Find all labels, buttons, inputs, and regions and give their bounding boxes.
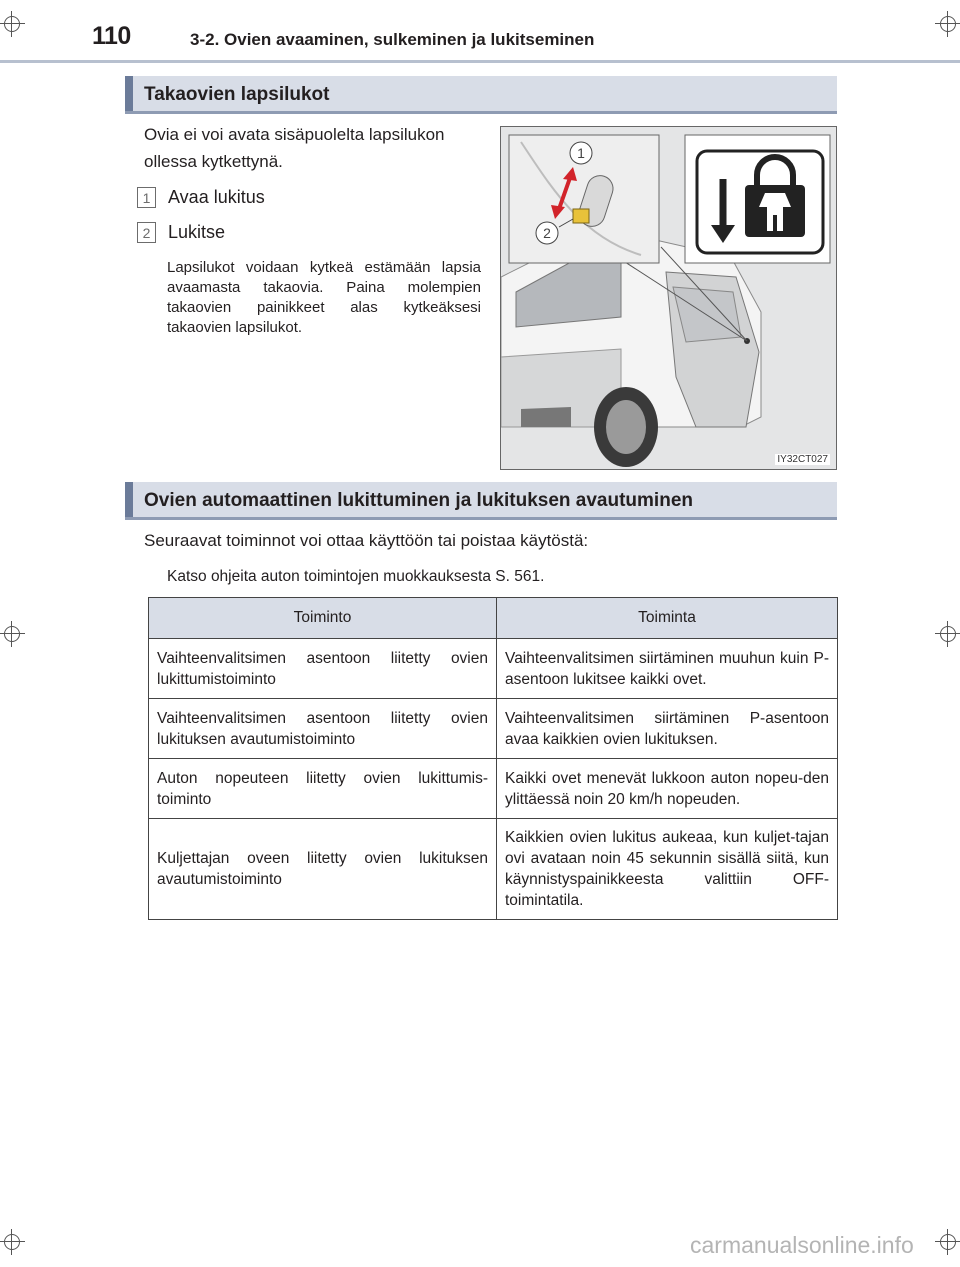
item-number-2: 2	[137, 222, 156, 243]
table-cell: Vaihteenvalitsimen asentoon liitetty ovien lukituksen avautumistoiminto	[149, 699, 497, 759]
section-heading-auto-lock	[125, 482, 837, 520]
column-header-function: Toiminto	[149, 598, 497, 639]
table-row	[149, 639, 838, 699]
watermark: carmanualsonline.info	[690, 1232, 914, 1258]
item-label-lock: Lukitse	[168, 222, 226, 242]
section-title: Takaovien lapsilukot	[144, 84, 330, 105]
registration-mark	[0, 11, 25, 37]
table-cell: Auton nopeuteen liitetty ovien lukittumis-toiminto	[149, 759, 497, 819]
section-heading-child-locks	[125, 76, 837, 114]
table-cell: Kaikkien ovien lukitus aukeaa, kun kuljet-tajan ovi avataan noin 45 sekunnin sisällä siitä, kun käynnistyspainikkeesta valittiin OFF-toimintatila.	[497, 819, 838, 920]
table-cell: Kuljettajan oveen liitetty ovien lukituksen avautumistoiminto	[149, 819, 497, 920]
function-table	[148, 597, 838, 920]
page-number: 110	[92, 22, 131, 50]
table-header-row	[149, 598, 838, 639]
section-heading-accent	[125, 482, 133, 517]
column-header-operation: Toiminta	[497, 598, 838, 639]
registration-mark	[935, 1229, 960, 1255]
item-number-1: 1	[137, 187, 156, 208]
intro-text-line1: Ovia ei voi avata sisäpuolelta lapsilukon	[144, 125, 445, 144]
car-door-illustration	[501, 127, 837, 470]
intro-text-line2: ollessa kytkettynä.	[144, 152, 283, 171]
registration-mark	[0, 1229, 25, 1255]
table-cell: Vaihteenvalitsimen siirtäminen muuhun kuin P-asentoon lukitsee kaikki ovet.	[497, 639, 838, 699]
section2-intro: Seuraavat toiminnot voi ottaa käyttöön tai poistaa käytöstä:	[144, 531, 589, 550]
child-lock-note: Lapsilukot voidaan kytkeä estämään lapsia avaamasta takaovia. Paina molempien takaovien painikkeet alas kytkeäksesi takaovien lapsilukot.	[167, 259, 481, 336]
header-divider	[0, 60, 960, 63]
figure-callout-2: 2	[543, 225, 551, 241]
table-cell: Vaihteenvalitsimen siirtäminen P-asentoon avaa kaikkien ovien lukituksen.	[497, 699, 838, 759]
table-row	[149, 759, 838, 819]
registration-mark	[935, 11, 960, 37]
table-row	[149, 699, 838, 759]
table-cell: Vaihteenvalitsimen asentoon liitetty ovien lukittumistoiminto	[149, 639, 497, 699]
child-lock-figure	[500, 126, 837, 470]
customization-reference: Katso ohjeita auton toimintojen muokkauksesta S. 561.	[167, 568, 545, 585]
chapter-title: 3-2. Ovien avaaminen, sulkeminen ja lukitseminen	[190, 30, 595, 49]
section-heading-accent	[125, 76, 133, 111]
section-title: Ovien automaattinen lukittuminen ja lukituksen avautuminen	[144, 490, 693, 511]
figure-callout-1: 1	[577, 145, 585, 161]
table-row	[149, 819, 838, 920]
registration-mark	[0, 621, 25, 647]
registration-mark	[935, 621, 960, 647]
item-label-unlock: Avaa lukitus	[168, 187, 265, 207]
figure-code: IY32CT027	[777, 454, 828, 465]
table-cell: Kaikki ovet menevät lukkoon auton nopeu-den ylittäessä noin 20 km/h nopeuden.	[497, 759, 838, 819]
